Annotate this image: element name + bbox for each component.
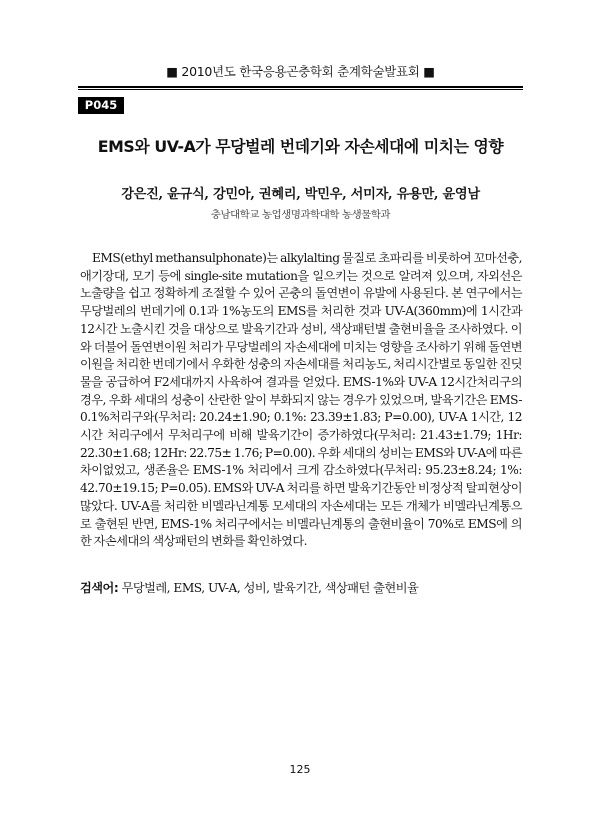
keywords-line (80, 579, 522, 597)
keywords-label: 검색어: (80, 581, 119, 595)
poster-number-badge: P045 (78, 97, 124, 114)
abstract-body: EMS(ethyl methansulphonate)는 alkylalting 물질로 초파리를 비롯하여 꼬마선충, 애기장대, 모기 등에 single-site mutation을 일으키는 것으로 알려져 있으며, 자외선은 노출량을 쉽고 정확하게 조절할 수 있어 곤충의 돌연변이 유발에 사용된다. 본 연구에서는 무당벌레의 번데기에 0.1과 1%농도의 EMS를 처리한 것과 UV-A(360mm)에 1시간과 12시간 노출시킨 것을 대상으로 발육기간과 성비, 색상패턴별 출현비율을 조사하였다. 이와 더불어 돌연변이원 처리가 무당벌레의 자손세대에 미치는 영향을 조사하기 위해 돌연변이원을 처리한 번데기에서 우화한 성충의 자손세대를 처리농도, 처리시간별로 동일한 진딧물을 공급하여 F2세대까지 사육하여 결과를 얻었다. EMS-1%와 UV-A 12시간처리구의 경우, 우화 세대의 성충이 산란한 알이 부화되지 않는 경우가 있었으며, 발육기간은 EMS-0.1%처리구와(무처리: 20.24±1.90; 0.1%: 23.39±1.83; P=0.00), UV-A 1시간, 12시간 처리구에서 무처리구에 비해 발육기간이 증가하였다(무처리: 21.43±1.79; 1Hr: 22.30±1.68; 12Hr: 22.75± 1.76; P=0.00). 우화 세대의 성비는 EMS와 UV-A에 따른 차이없었고, 생존율은 EMS-1% 처리에서 크게 감소하였다(무처리: 95.23±8.24; 1%: 42.70±19.15; P=0.05). EMS와 UV-A 처리를 하면 발육기간동안 비정상적 탈피현상이 많았다. UV-A를 처리한 비멜라닌계통 모세대의 자손세대는 모든 개체가 비멜라닌계통으로 출현된 반면, EMS-1% 처리구에서는 비멜라닌계통의 출현비율이 70%로 EMS에 의한 자손세대의 색상패턴의 변화를 확인하였다. (80, 251, 522, 549)
page-number: 125 (289, 763, 311, 776)
running-header: ■ 2010년도 한국응용곤충학회 춘계학술발표회 ■ (166, 64, 435, 79)
keywords-list: 무당벌레, EMS, UV-A, 성비, 발육기간, 색상패턴 출현비율 (118, 581, 419, 595)
author-list: 강은진, 윤규식, 강민아, 권혜리, 박민우, 서미자, 유용만, 윤영남 (121, 187, 480, 202)
affiliation: 충남대학교 농업생명과학대학 농생물학과 (210, 209, 391, 221)
header-rule (78, 86, 523, 88)
paper-title: EMS와 UV-A가 무당벌레 번데기와 자손세대에 미치는 영향 (97, 137, 504, 156)
header-rule-thin (78, 89, 523, 90)
